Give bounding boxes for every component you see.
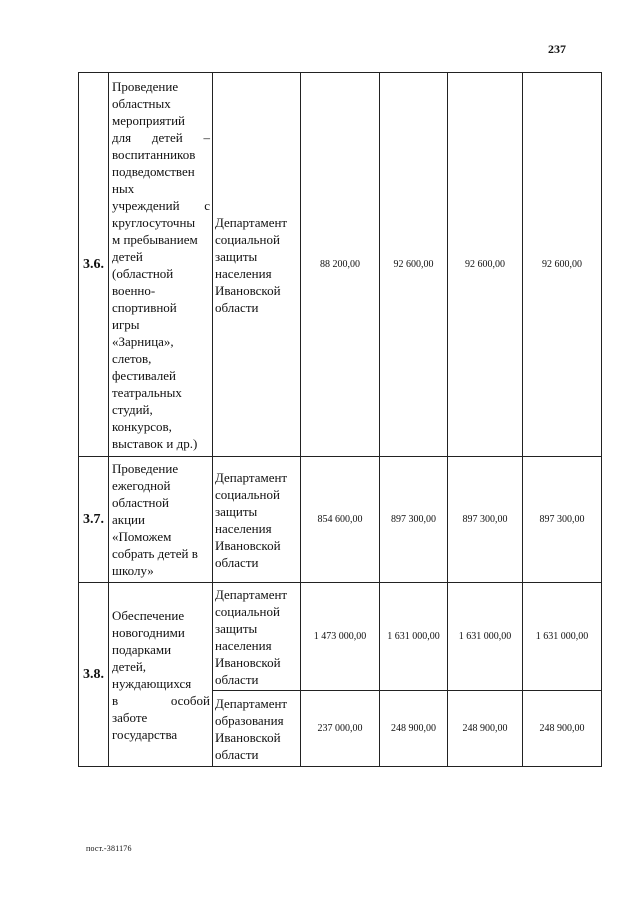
value-cell: 92 600,00 [523,73,602,457]
activity-name: Проведение ежегодной областной акции «Поможем собрать детей в школу» [109,457,213,583]
page-number: 237 [548,42,566,56]
table-row-3-8 [79,583,602,691]
value-cell: 854 600,00 [301,457,380,583]
executor: Департамент социальной защиты населения Ивановской области [213,73,301,457]
value-cell: 897 300,00 [380,457,448,583]
table-row-3-7 [79,457,602,583]
value-cell: 248 900,00 [523,691,602,767]
activity-name: Обеспечение новогодними подарками детей, нуждающихся в особой заботе государства [109,583,213,767]
executor: Департамент социальной защиты населения Ивановской области [213,583,301,691]
activity-name: Проведение областных мероприятий для детей – воспитанников подведомствен ных учреждений с круглосуточны м пребыванием детей (областной военно- спортивной игры «Зарница», слетов, фестивалей театральных студий, конкурсов, выставок и др.) [109,73,213,457]
row-number: 3.7. [79,457,109,583]
budget-table [78,72,602,767]
executor: Департамент образования Ивановской области [213,691,301,767]
value-cell: 1 631 000,00 [448,583,523,691]
executor: Департамент социальной защиты населения Ивановской области [213,457,301,583]
value-cell: 1 631 000,00 [523,583,602,691]
value-cell: 248 900,00 [380,691,448,767]
value-cell: 248 900,00 [448,691,523,767]
table-row-3-6 [79,73,602,457]
row-number: 3.6. [79,73,109,457]
value-cell: 237 000,00 [301,691,380,767]
value-cell: 92 600,00 [380,73,448,457]
value-cell: 88 200,00 [301,73,380,457]
value-cell: 1 631 000,00 [380,583,448,691]
value-cell: 897 300,00 [523,457,602,583]
value-cell: 1 473 000,00 [301,583,380,691]
value-cell: 897 300,00 [448,457,523,583]
value-cell: 92 600,00 [448,73,523,457]
footer-code: пост.-381176 [86,844,132,853]
row-number: 3.8. [79,583,109,767]
